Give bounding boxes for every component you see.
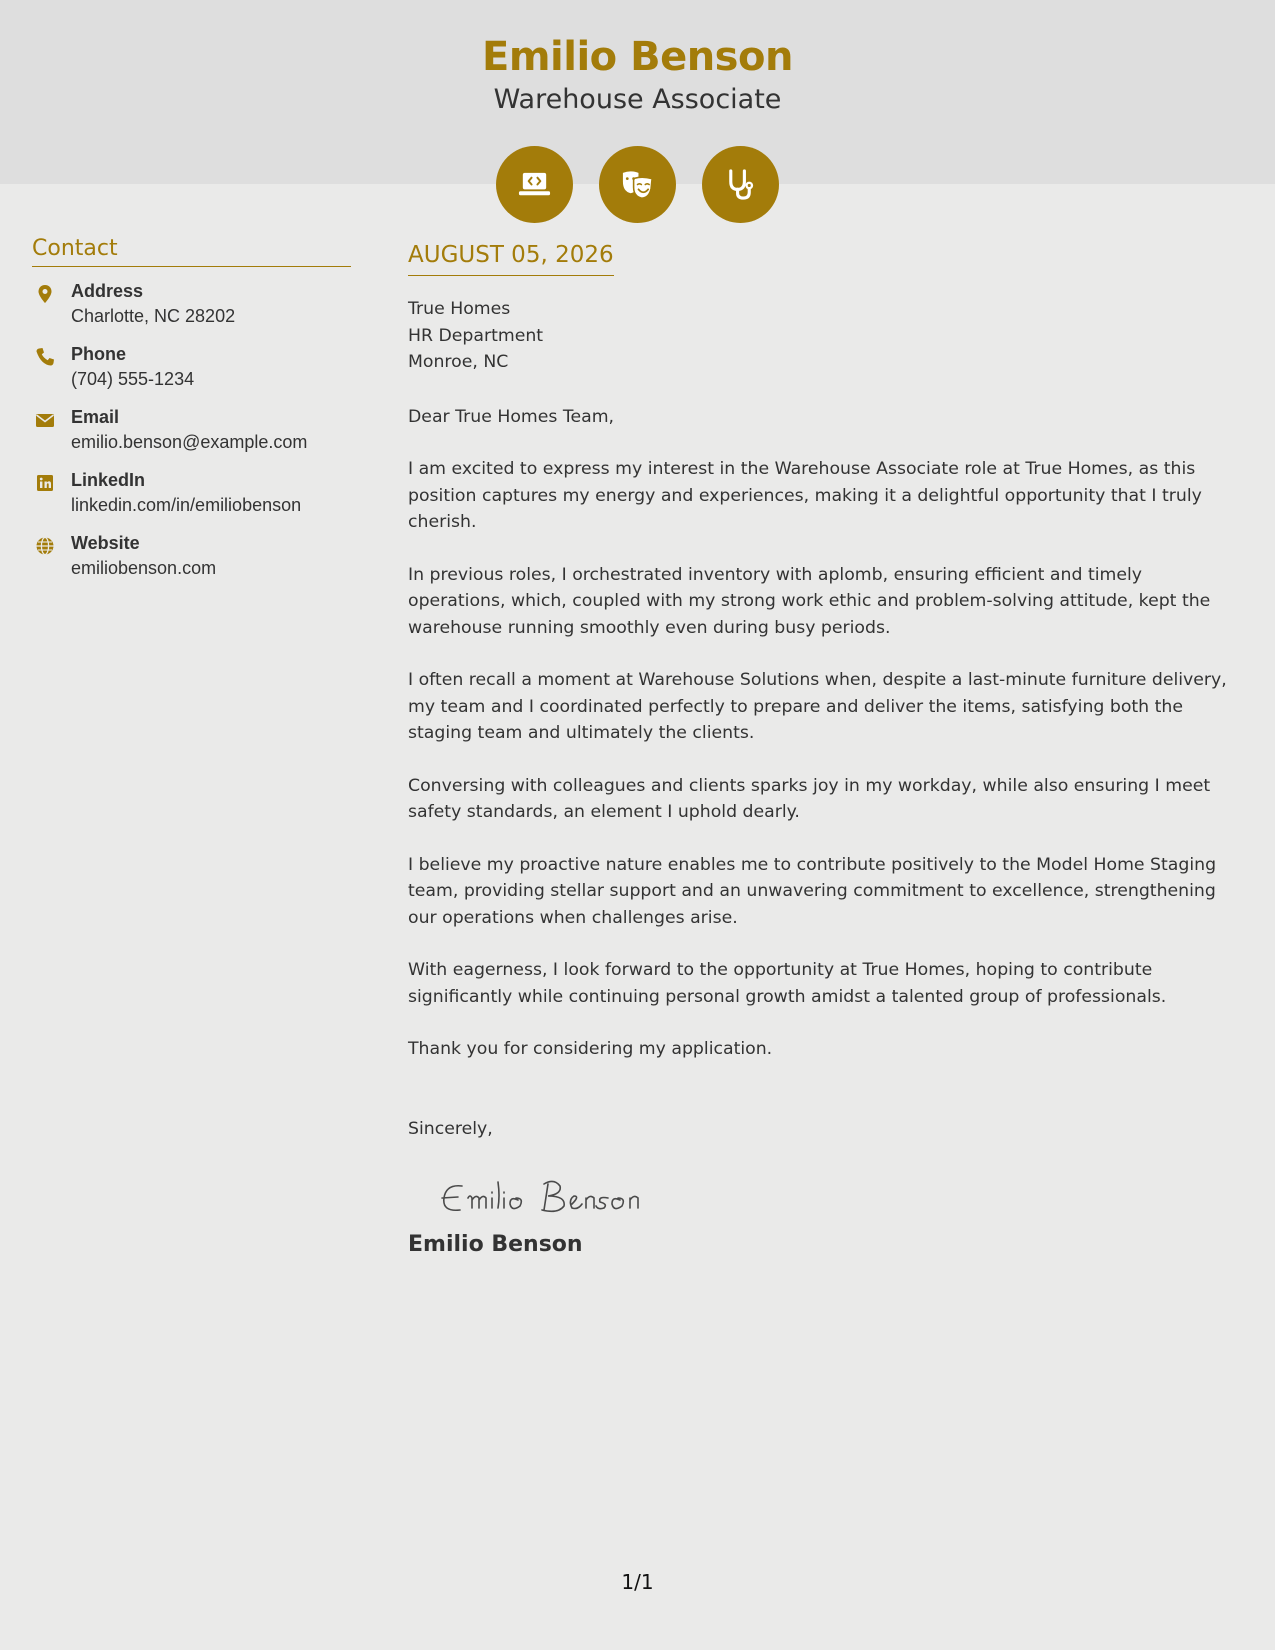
handwritten-signature xyxy=(432,1168,672,1228)
envelope-icon xyxy=(35,410,55,430)
letter-paragraph: Thank you for considering my application. xyxy=(408,1039,773,1059)
phone-icon xyxy=(35,347,55,367)
contact-value[interactable]: emilio.benson@example.com xyxy=(71,432,308,452)
letter-paragraph: I am excited to express my interest in the Warehouse Associate role at True Homes, as this position captures my energy and experiences, making it a delightful opportunity that I truly cherish. xyxy=(408,459,1202,532)
signed-name: Emilio Benson xyxy=(408,1232,583,1257)
recipient-block xyxy=(408,296,1243,376)
contact-value: Charlotte, NC 28202 xyxy=(71,306,236,326)
contact-label: Phone xyxy=(71,344,127,364)
laptop-code-icon xyxy=(496,146,573,223)
header-icons xyxy=(496,146,780,223)
letter-paragraph: I believe my proactive nature enables me to contribute positively to the Model Home Staging team, providing stellar support and an unwavering commitment to excellence, strengthening our operations when challenges arise. xyxy=(408,854,1217,928)
contact-website xyxy=(32,533,351,596)
signature xyxy=(432,1168,1243,1228)
contact-heading: Contact xyxy=(32,236,351,267)
contact-linkedin xyxy=(32,470,351,533)
theater-masks-icon xyxy=(599,146,676,223)
letter-paragraph: I often recall a moment at Warehouse Solutions when, despite a last-minute furniture delivery, my team and I coordinated perfectly to prepare and deliver the items, satisfying both the staging team and ultimately the clients. xyxy=(408,670,1227,743)
contact-label: Address xyxy=(71,281,144,301)
letter-paragraph: With eagerness, I look forward to the opportunity at True Homes, hoping to contribute significantly while continuing personal growth amidst a talented group of professionals. xyxy=(408,960,1167,1007)
recipient-location: Monroe, NC xyxy=(408,352,509,372)
recipient-company: True Homes xyxy=(408,299,511,319)
contact-value[interactable]: linkedin.com/in/emiliobenson xyxy=(71,495,302,515)
globe-icon xyxy=(35,536,55,556)
cover-letter xyxy=(408,240,1243,1259)
linkedin-icon xyxy=(35,473,55,493)
letter-date: AUGUST 05, 2026 xyxy=(408,240,614,276)
recipient-department: HR Department xyxy=(408,325,544,346)
stethoscope-icon xyxy=(702,146,779,223)
closing: Sincerely, xyxy=(408,1118,493,1139)
contact-value: (704) 555-1234 xyxy=(71,369,195,389)
contact-label: LinkedIn xyxy=(71,470,146,490)
page-number: 1/1 xyxy=(621,1570,654,1594)
contact-sidebar xyxy=(32,236,351,596)
salutation: Dear True Homes Team, xyxy=(408,406,615,427)
contact-address xyxy=(32,281,351,344)
contact-email xyxy=(32,407,351,470)
contact-list xyxy=(32,281,351,596)
contact-label: Email xyxy=(71,407,120,427)
job-title: Warehouse Associate xyxy=(493,84,782,115)
contact-label: Website xyxy=(71,533,140,553)
applicant-name: Emilio Benson xyxy=(482,34,793,80)
letter-paragraph: Conversing with colleagues and clients sparks joy in my workday, while also ensuring I meet safety standards, an element I uphold dearly. xyxy=(408,775,1211,822)
map-pin-icon xyxy=(35,284,55,304)
contact-value[interactable]: emiliobenson.com xyxy=(71,558,217,578)
contact-phone xyxy=(32,344,351,407)
letter-paragraph: In previous roles, I orchestrated inventory with aplomb, ensuring efficient and timely operations, which, coupled with my strong work ethic and problem-solving attitude, kept the warehouse running smoothly even during busy periods. xyxy=(408,564,1211,638)
